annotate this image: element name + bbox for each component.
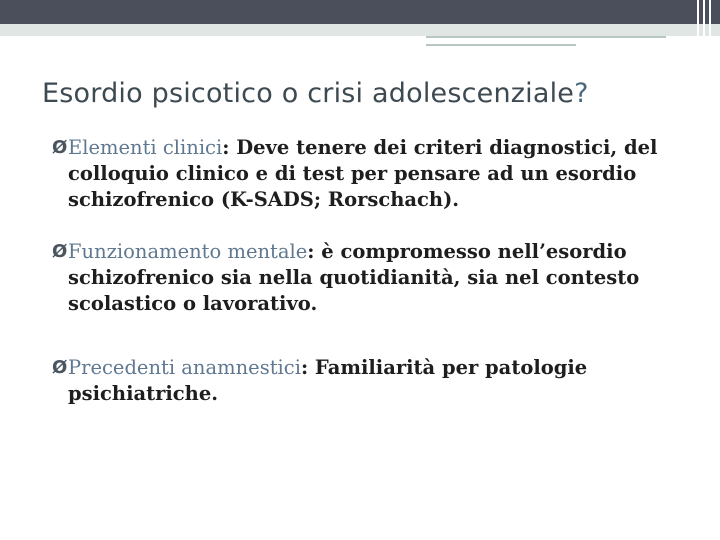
slide-title [42, 78, 589, 109]
bullet-item [52, 355, 692, 407]
slide-title-question-mark: ? [574, 78, 589, 109]
bullet-keyword: Funzionamento mentale [68, 240, 308, 263]
decorative-bar [697, 0, 699, 44]
bullet-keyword: Elementi clinici [68, 136, 223, 159]
decorative-bar [703, 0, 705, 44]
header-band [0, 0, 720, 24]
slide-title-text: Esordio psicotico o crisi adolescenziale [42, 78, 575, 109]
bullet-item [52, 239, 692, 317]
bullet-text: : è compromesso nell’esordio schizofrenico sia nella quotidianità, sia nel contesto scolastico o lavorativo. [68, 240, 640, 315]
bullet-keyword: Precedenti anamnestici [68, 356, 301, 379]
decorative-bar [709, 0, 711, 44]
arrow-bullet-icon: Ø [52, 357, 68, 378]
bullet-text: : Deve tenere dei criteri diagnostici, del colloquio clinico e di test per pensare ad un esordio schizofrenico (K-SADS; Rorschach). [68, 136, 658, 211]
bullet-item [52, 135, 692, 213]
bullet-text: : Familiarità per patologie psichiatriche. [68, 356, 588, 405]
arrow-bullet-icon: Ø [52, 241, 68, 262]
arrow-bullet-icon: Ø [52, 137, 68, 158]
decorative-line [426, 36, 666, 38]
header-rule [0, 24, 720, 36]
bullet-list [52, 135, 692, 407]
decorative-line [426, 44, 576, 46]
